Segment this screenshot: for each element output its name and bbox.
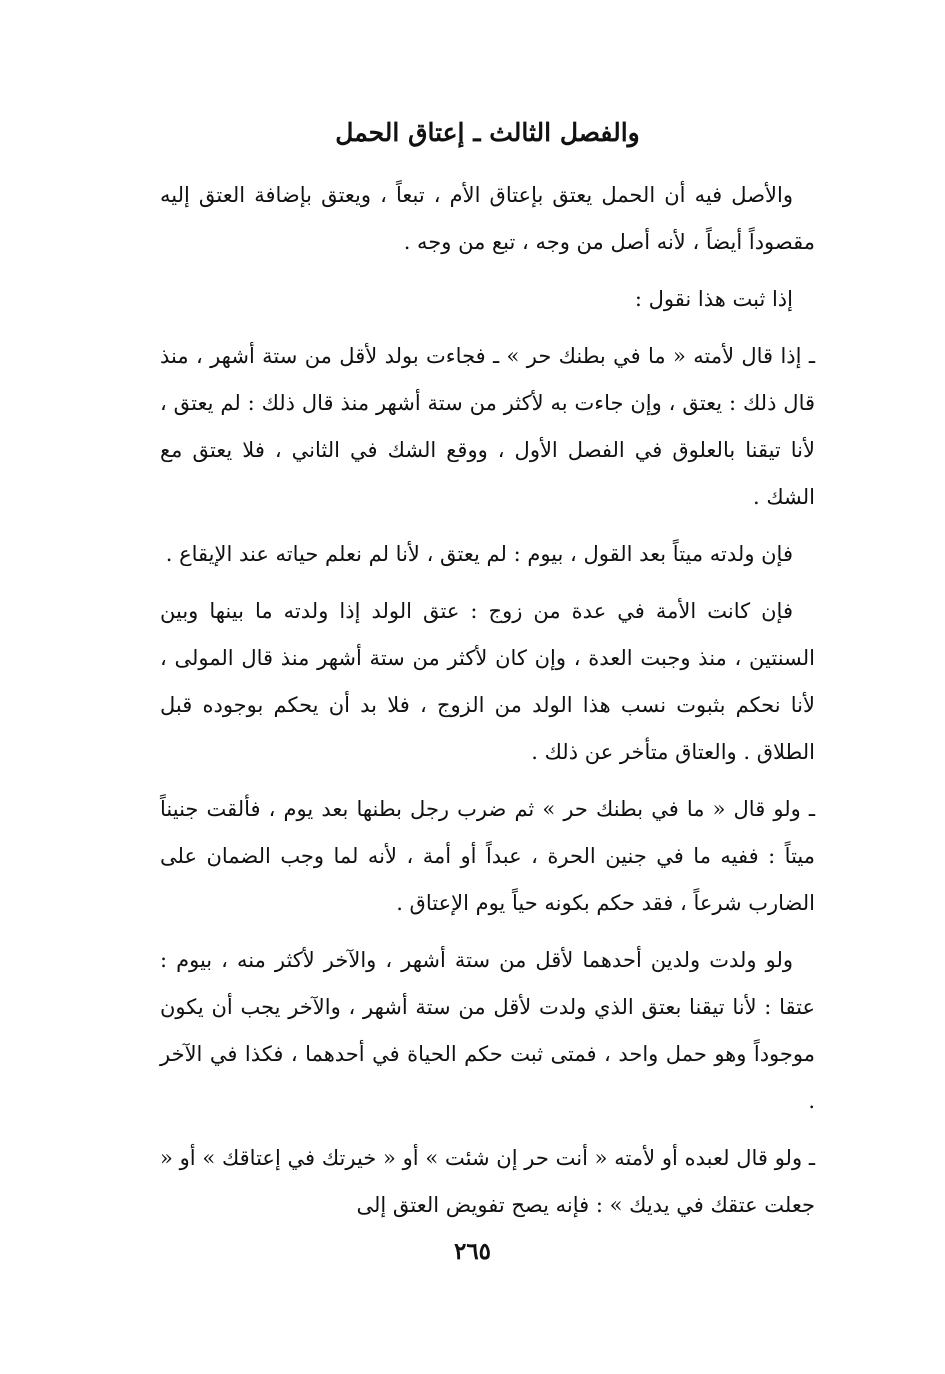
paragraph: ـ إذا قال لأمته « ما في بطنك حر » ـ فجاءت بولد لأقل من ستة أشهر ، منذ قال ذلك : يعتق ، وإن جاءت به لأكثر من ستة أشهر منذ قال ذلك : لم يعتق ، لأنا تيقنا بالعلوق في الفصل الأول ، ووقع الشك في الثاني ، فلا يعتق مع الشك . xyxy=(160,344,815,509)
paragraph: إذا ثبت هذا نقول : xyxy=(634,287,793,311)
paragraph: ولو ولدت ولدين أحدهما لأقل من ستة أشهر ، والآخر لأكثر منه ، بيوم : عتقا : لأنا تيقنا بعتق الذي ولدت لأقل من ستة أشهر ، والآخر يجب أن يكون موجوداً وهو حمل واحد ، فمتى ثبت حكم الحياة في أحدهما ، فكذا في الآخر . xyxy=(160,948,815,1113)
paragraph: ـ ولو قال « ما في بطنك حر » ثم ضرب رجل بطنها بعد يوم ، فألقت جنيناً ميتاً : ففيه ما في جنين الحرة ، عبداً أو أمة ، لأنه لما وجب الضمان على الضارب شرعاً ، فقد حكم بكونه حياً يوم الإعتاق . xyxy=(160,797,815,915)
page-number: ٢٦٥ xyxy=(453,1238,492,1265)
page-body xyxy=(160,172,815,1239)
paragraph: والأصل فيه أن الحمل يعتق بإعتاق الأم ، تبعاً ، ويعتق بإضافة العتق إليه مقصوداً أيضاً ، لأنه أصل من وجه ، تبع من وجه . xyxy=(160,183,815,254)
chapter-title: والفصل الثالث ـ إعتاق الحمل xyxy=(335,118,640,147)
paragraph: فإن ولدته ميتاً بعد القول ، بيوم : لم يعتق ، لأنا لم نعلم حياته عند الإيقاع . xyxy=(165,542,793,566)
paragraph: فإن كانت الأمة في عدة من زوج : عتق الولد إذا ولدته ما بينها وبين السنتين ، منذ وجبت العدة ، وإن كان لأكثر من ستة أشهر منذ قال المولى ، لأنا نحكم بثبوت نسب هذا الولد من الزوج ، فلا بد أن يحكم بوجوده قبل الطلاق . والعتاق متأخر عن ذلك . xyxy=(160,599,815,764)
paragraph: ـ ولو قال لعبده أو لأمته « أنت حر إن شئت » أو « خيرتك في إعتاقك » أو « جعلت عتقك في يديك » : فإنه يصح تفويض العتق إلى xyxy=(160,1146,815,1217)
